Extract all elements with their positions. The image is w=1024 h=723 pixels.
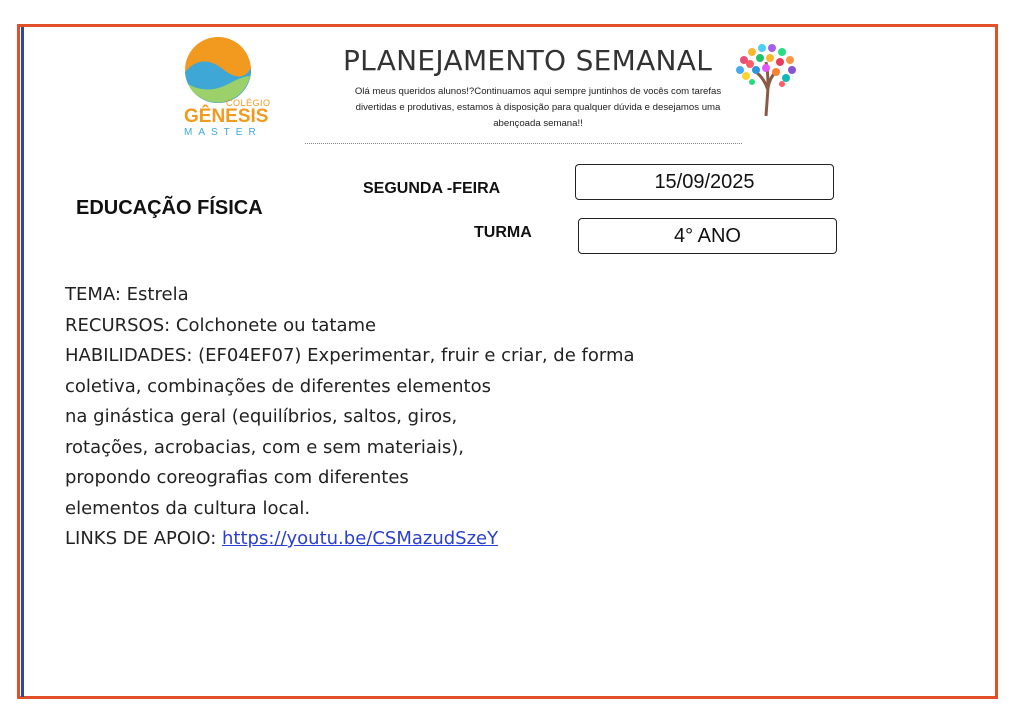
logo-small-text: COLÉGIO bbox=[226, 98, 271, 108]
header-divider bbox=[305, 143, 742, 144]
skills-line: propondo coreografias com diferentes bbox=[65, 467, 409, 488]
weekday-label: SEGUNDA -FEIRA bbox=[363, 180, 501, 197]
logo-bottom-text: MASTER bbox=[184, 127, 262, 138]
resources-line: RECURSOS: Colchonete ou tatame bbox=[65, 314, 377, 336]
theme-line: TEMA: Estrela bbox=[65, 284, 189, 305]
page-title: PLANEJAMENTO SEMANAL bbox=[343, 44, 713, 77]
date-field: 15/09/2025 bbox=[575, 164, 834, 200]
skills-line: coletiva, combinações de diferentes elementos bbox=[65, 375, 491, 397]
welcome-message: Olá meus queridos alunos!?Continuamos aqui sempre juntinhos de vocês com tarefas divertidas e produtivas, estamos à disposição para qualquer dúvida e desejamos uma abençoada semana!! bbox=[354, 86, 722, 129]
subject-title: EDUCAÇÃO FÍSICA bbox=[76, 197, 263, 219]
skills-line: elementos da cultura local. bbox=[65, 497, 311, 519]
skills-line: na ginástica geral (equilíbrios, saltos, giros, bbox=[65, 406, 458, 427]
logo-name-text: GÊNESIS bbox=[184, 106, 269, 127]
class-field: 4° ANO bbox=[578, 218, 837, 254]
support-links-label: LINKS DE APOIO: bbox=[65, 528, 222, 549]
page-border-accent bbox=[21, 27, 24, 697]
tree-icon bbox=[730, 40, 800, 116]
skills-line: HABILIDADES: (EF04EF07) Experimentar, fruir e criar, de forma bbox=[65, 345, 635, 366]
support-links-line bbox=[65, 524, 705, 555]
skills-line: rotações, acrobacias, com e sem materiais), bbox=[65, 436, 464, 458]
class-label: TURMA bbox=[474, 224, 532, 241]
lesson-content bbox=[65, 280, 705, 555]
support-video-link[interactable]: https://youtu.be/CSMazudSzeY bbox=[222, 528, 499, 549]
